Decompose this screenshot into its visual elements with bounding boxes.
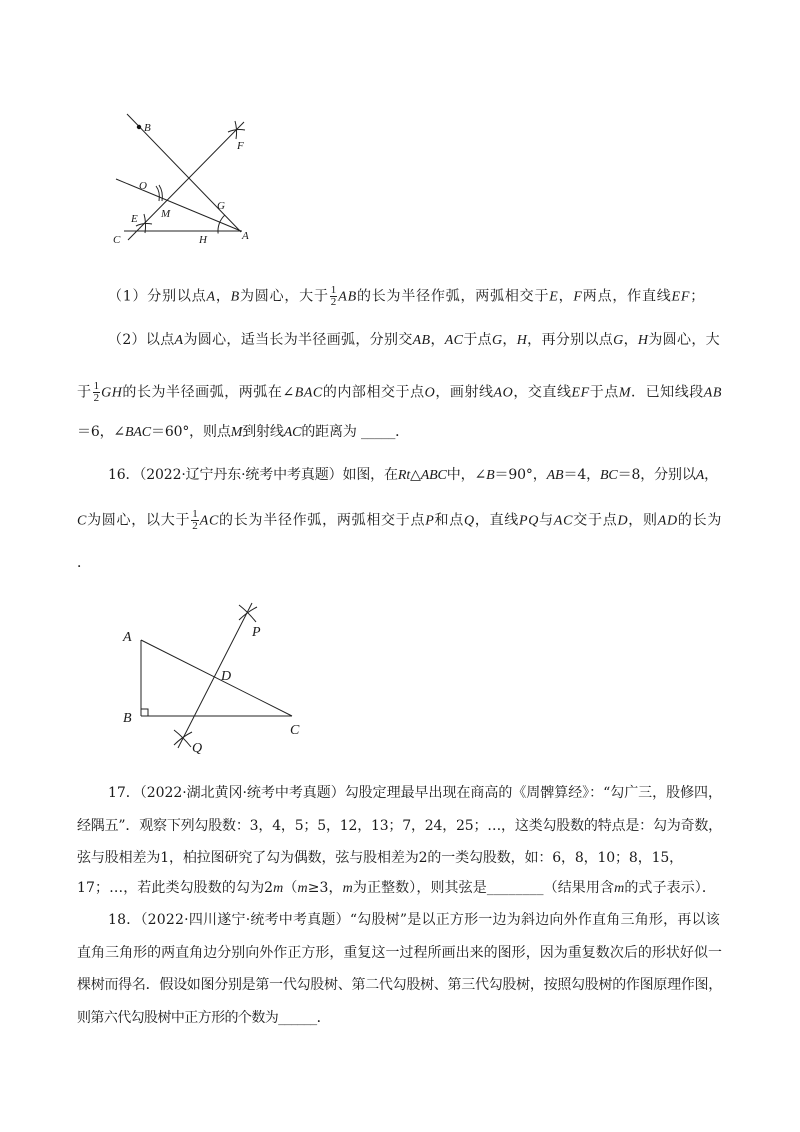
line-text <box>108 909 720 931</box>
text-run: 为正整数），则其弦是________（结果用含 <box>352 880 615 896</box>
math-symbol: EF <box>571 385 590 401</box>
math-symbol: AB <box>546 468 564 483</box>
text-run: ， <box>704 467 718 483</box>
text-run: 的式子表示）． <box>624 880 717 896</box>
fraction <box>191 509 199 532</box>
label-d: D <box>221 669 232 684</box>
text-run: 17；…，若此类勾股数的勾为2 <box>77 880 274 896</box>
text-run: 两点，作直线 <box>582 288 672 305</box>
label-b: B <box>123 711 132 726</box>
math-symbol: AB <box>412 333 431 348</box>
math-symbol: Rt <box>397 468 411 483</box>
text-run: ； <box>690 288 706 305</box>
line-text <box>77 847 683 869</box>
line-text <box>108 782 722 804</box>
text-run: ，交直线 <box>513 384 572 401</box>
math-symbol: AC <box>553 513 574 529</box>
math-symbol: AC <box>283 425 302 440</box>
text-run: 的距离为 _____． <box>301 424 410 440</box>
text-run: ，再分别以点 <box>527 332 614 348</box>
text-run: ＝4， <box>563 467 600 483</box>
text-run: （2）以点 <box>108 332 175 348</box>
math-symbol: A <box>695 468 705 483</box>
problem-16-line-2 <box>77 509 722 531</box>
math-symbol: A <box>174 333 184 348</box>
label-e: E <box>131 213 138 225</box>
problem-17-line-4 <box>77 877 716 899</box>
problem-16-line-3 <box>77 552 91 574</box>
text-run: 于点 <box>463 332 492 348</box>
problem-17-line-1 <box>108 782 722 804</box>
text-run: 则第六代勾股树中正方形的个数为______． <box>77 1010 330 1026</box>
label-a: A <box>123 630 132 645</box>
fraction-numerator: 1 <box>93 380 100 392</box>
text-run: ．已知线段 <box>631 384 704 401</box>
fraction <box>93 381 101 404</box>
math-symbol: BAC <box>125 425 151 440</box>
text-run: 18．（2022·四川遂宁·统考中考真题）“勾股树”是以正方形一边为斜边向外作直角三角形，再以该 <box>108 912 720 928</box>
label-c: C <box>290 723 300 738</box>
problem-15-step-2-line-2 <box>77 381 722 403</box>
arc-mark-p-1 <box>239 605 256 622</box>
text-run: ＝90°， <box>494 467 547 483</box>
math-symbol: C <box>77 513 88 529</box>
math-symbol: m <box>614 881 625 896</box>
math-symbol: AC <box>444 333 464 348</box>
math-symbol: A <box>206 289 216 305</box>
text-run: 棵树而得名．假设如图分别是第一代勾股树、第二代勾股树、第三代勾股树，按照勾股树的作图原理作图， <box>77 977 722 993</box>
label-p: P <box>252 625 261 640</box>
label-c: C <box>113 234 121 246</box>
label-g: G <box>217 200 225 212</box>
text-run: △ <box>410 467 421 483</box>
math-symbol: AD <box>657 513 678 529</box>
line-text <box>108 464 718 487</box>
math-symbol: E <box>549 289 559 305</box>
math-symbol: AC <box>199 513 220 529</box>
fraction-denominator: 2 <box>93 392 100 404</box>
text-run: ， <box>623 332 638 348</box>
math-symbol: F <box>573 289 583 305</box>
side-ac <box>141 640 292 716</box>
text-run: 直角三角形的两直角边分别向外作正方形，重复这一过程所画出来的图形，因为重复数次后的形状好似一 <box>77 945 722 961</box>
math-symbol: BAC <box>294 385 323 401</box>
line-text <box>77 1007 330 1029</box>
line-text <box>77 421 409 444</box>
fraction-denominator: 2 <box>192 520 198 532</box>
text-run: 16．（2022·辽宁丹东·统考中考真题）如图，在 <box>108 467 398 483</box>
text-run: 和点 <box>434 512 464 529</box>
text-run: 于点 <box>589 384 619 401</box>
math-symbol: BC <box>599 468 618 483</box>
math-symbol: G <box>491 333 503 348</box>
text-run: ，画射线 <box>435 384 494 401</box>
text-run: 中，∠ <box>446 467 487 483</box>
fraction <box>330 285 338 308</box>
text-run: ，直线 <box>474 512 520 529</box>
math-symbol: H <box>516 333 528 348</box>
text-run: 为圆心，大于 <box>239 288 329 305</box>
math-symbol: O <box>424 385 436 401</box>
text-run: ， <box>215 288 231 305</box>
line-text <box>108 329 720 352</box>
problem-18-line-4 <box>77 1007 330 1029</box>
line-text <box>77 974 722 996</box>
label-q: Q <box>192 741 203 756</box>
text-run: ≥3， <box>307 880 343 896</box>
problem-18-line-1 <box>108 909 720 931</box>
problem-16-line-1 <box>108 464 718 486</box>
math-symbol: m <box>342 881 353 896</box>
problem-17-line-3 <box>77 847 683 869</box>
line-text <box>77 509 722 533</box>
math-symbol: B <box>230 289 240 305</box>
problem-15-step-2-line-3 <box>77 421 409 443</box>
label-m: M <box>161 208 171 220</box>
text-run: 17．（2022·湖北黄冈·统考中考真题）勾股定理最早出现在商高的《周髀算经》：“勾广三，股修四， <box>108 785 722 801</box>
math-symbol: m <box>273 881 284 896</box>
text-run: 为圆心，大 <box>648 332 720 348</box>
label-o: O <box>139 180 147 192</box>
text-run: 的内部相交于点 <box>322 384 425 401</box>
label-b: B <box>144 122 151 134</box>
text-run: ，则 <box>628 512 658 529</box>
label-a: A <box>242 230 249 242</box>
math-symbol: AB <box>338 289 357 305</box>
math-symbol: Q <box>464 513 475 529</box>
math-symbol: G <box>613 333 624 348</box>
fraction-numerator: 1 <box>192 508 198 520</box>
text-run: 于 <box>77 384 92 401</box>
figure-1-construction <box>100 100 270 250</box>
math-symbol: AO <box>493 385 514 401</box>
problem-15-step-1-line <box>108 285 705 307</box>
text-run: ， <box>558 288 574 305</box>
text-run: ． <box>77 555 91 571</box>
problem-17-line-2 <box>77 815 722 837</box>
math-symbol: GH <box>101 385 123 401</box>
problem-15-step-2-line-1 <box>108 329 720 351</box>
figure-2-right-triangle <box>105 590 320 760</box>
label-h: H <box>199 234 207 246</box>
text-run: 交于点 <box>573 512 618 529</box>
arc-mark-e-2 <box>136 224 152 226</box>
label-f: F <box>237 140 244 152</box>
math-symbol: P <box>425 513 435 529</box>
math-symbol: D <box>617 513 629 529</box>
text-run: 到射线 <box>242 424 284 440</box>
math-symbol: m <box>297 881 308 896</box>
text-run: 的长为半径画弧，两弧在∠ <box>122 384 295 401</box>
text-run: （1）分别以点 <box>108 288 207 305</box>
text-run: 的长为半径作弧，两弧相交于点 <box>219 512 426 529</box>
line-text <box>77 815 722 837</box>
point-b-dot <box>137 125 141 129</box>
fraction-numerator: 1 <box>330 284 337 296</box>
text-run: ＝60°，则点 <box>150 424 231 440</box>
text-run: ， <box>502 332 517 348</box>
line-text <box>77 942 722 964</box>
math-symbol: EF <box>671 289 691 305</box>
text-run: 经隅五”．观察下列勾股数：3，4，5；5，12，13；7，24，25；…，这类勾股数的特点是：勾为奇数， <box>77 818 722 834</box>
text-run: ＝8，分别以 <box>617 467 696 483</box>
math-symbol: H <box>637 333 649 348</box>
problem-18-line-3 <box>77 974 722 996</box>
text-run: 为圆心，适当长为半径画弧，分别交 <box>183 332 413 348</box>
math-symbol: ABC <box>420 468 447 483</box>
text-run: 为圆心，以大于 <box>87 512 191 529</box>
math-symbol: PQ <box>519 513 540 529</box>
text-run: ＝6，∠ <box>77 424 126 440</box>
text-run: 的长为半径作弧，两弧相交于 <box>356 288 550 305</box>
math-symbol: M <box>230 425 243 440</box>
line-text <box>77 381 722 405</box>
problem-18-line-2 <box>77 942 722 964</box>
text-run: 与 <box>539 512 554 529</box>
text-run: （ <box>283 880 298 896</box>
math-symbol: M <box>618 385 632 401</box>
line-text <box>77 552 91 574</box>
arc-mark-o-1 <box>156 186 159 201</box>
right-angle-mark <box>141 709 148 716</box>
line-pq <box>178 603 252 748</box>
line-text <box>77 877 716 900</box>
text-run: ， <box>430 332 445 348</box>
text-run: 弦与股相差为1，柏拉图研究了勾为偶数，弦与股相差为2的一类勾股数，如：6，8，10；8，15， <box>77 850 683 866</box>
fraction-denominator: 2 <box>330 296 337 308</box>
math-symbol: AB <box>703 385 722 401</box>
line-text <box>108 285 705 309</box>
text-run: 的长为 <box>677 512 723 529</box>
math-symbol: B <box>486 468 495 483</box>
